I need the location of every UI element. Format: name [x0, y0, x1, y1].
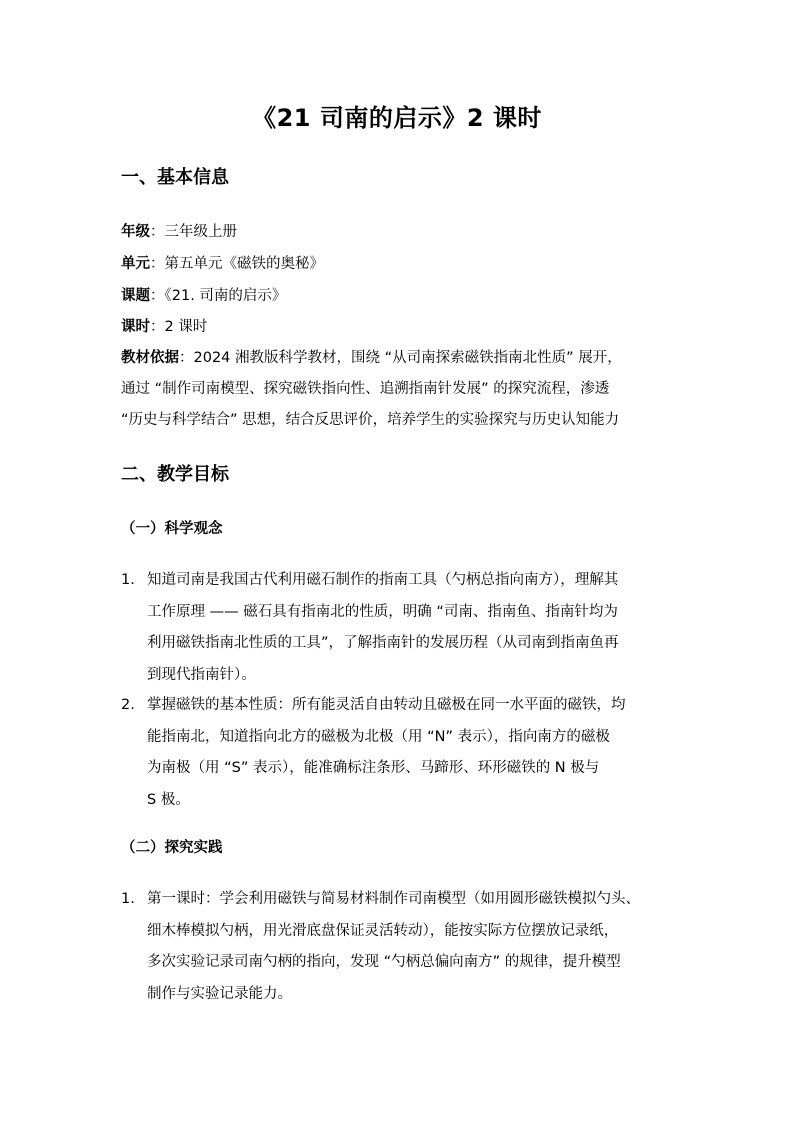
list-item-line: 多次实验记录司南勺柄的指向，发现 “勺柄总偏向南方” 的规律，提升模型	[147, 954, 621, 970]
info-unit	[121, 252, 681, 276]
info-unit-value: ：第五单元《磁铁的奥秘》	[150, 256, 324, 272]
subsection-heading-inquiry-practice: （二）探究实践	[121, 840, 223, 856]
list-item-line: 工作原理 —— 磁石具有指南北的性质，明确 “司南、指南鱼、指南针均为	[147, 603, 618, 620]
info-hours	[121, 315, 681, 339]
list-item-body	[147, 884, 681, 1010]
list-item-line: 掌握磁铁的基本性质：所有能灵活自由转动且磁极在同一水平面的磁铁，均	[147, 697, 626, 713]
info-unit-label: 单元	[121, 256, 150, 272]
list-item-body	[147, 690, 681, 816]
info-basis-line-1: 教材依据：2024 湘教版科学教材，围绕 “从司南探索磁铁指南北性质” 展开，	[121, 350, 622, 366]
list-item-line: 制作与实验记录能力。	[147, 985, 292, 1002]
list-item-line: 第一课时：学会利用磁铁与简易材料制作司南模型（如用圆形磁铁模拟勺头、	[147, 891, 640, 907]
list-item-line: 能指南北，知道指向北方的磁极为北极（用 “N” 表示），指向南方的磁极	[147, 728, 610, 745]
info-grade-value: ：三年级上册	[150, 224, 237, 240]
subsection-heading-science-concepts: （一）科学观念	[121, 521, 223, 537]
list-item-line: 利用磁铁指南北性质的工具”，了解指南针的发展历程（从司南到指南鱼再	[147, 635, 619, 651]
section-heading-teaching-goals: 二、教学目标	[121, 464, 229, 485]
info-basis-line-3: “历史与科学结合” 思想，结合反思评价，培养学生的实验探究与历史认知能力	[121, 412, 620, 428]
list-item-line: 到现代指南针）。	[147, 666, 256, 683]
section-heading-basic-info: 一、基本信息	[121, 167, 229, 188]
info-hours-label: 课时	[121, 319, 150, 335]
list-item-number: 2.	[121, 697, 135, 713]
list-item-line: 知道司南是我国古代利用磁石制作的指南工具（勺柄总指向南方），理解其	[147, 572, 619, 588]
list-item-number: 1.	[121, 891, 135, 907]
list-item-line: 为南极（用 “S” 表示），能准确标注条形、马蹄形、环形磁铁的 N 极与	[147, 760, 600, 776]
info-hours-value: ：2 课时	[150, 319, 208, 335]
info-topic-value: ：《21. 司南的启示》	[150, 288, 287, 304]
list-item-number: 1.	[121, 572, 135, 588]
info-topic	[121, 284, 681, 308]
list-item-line: 细木棒模拟勺柄，用光滑底盘保证灵活转动），能按实际方位摆放记录纸，	[147, 922, 619, 939]
info-topic-label: 课题	[121, 288, 150, 304]
document-title: 《21 司南的启示》2 课时	[252, 104, 542, 132]
info-basis-label: 教材依据	[121, 350, 179, 366]
info-basis	[121, 343, 677, 436]
list-item-line: S 极。	[147, 791, 190, 808]
info-grade-label: 年级	[121, 224, 150, 240]
info-grade	[121, 220, 681, 244]
list-item-body	[147, 565, 681, 691]
info-basis-line-2: 通过 “制作司南模型、探究磁铁指向性、追溯指南针发展” 的探究流程，渗透	[121, 381, 610, 397]
